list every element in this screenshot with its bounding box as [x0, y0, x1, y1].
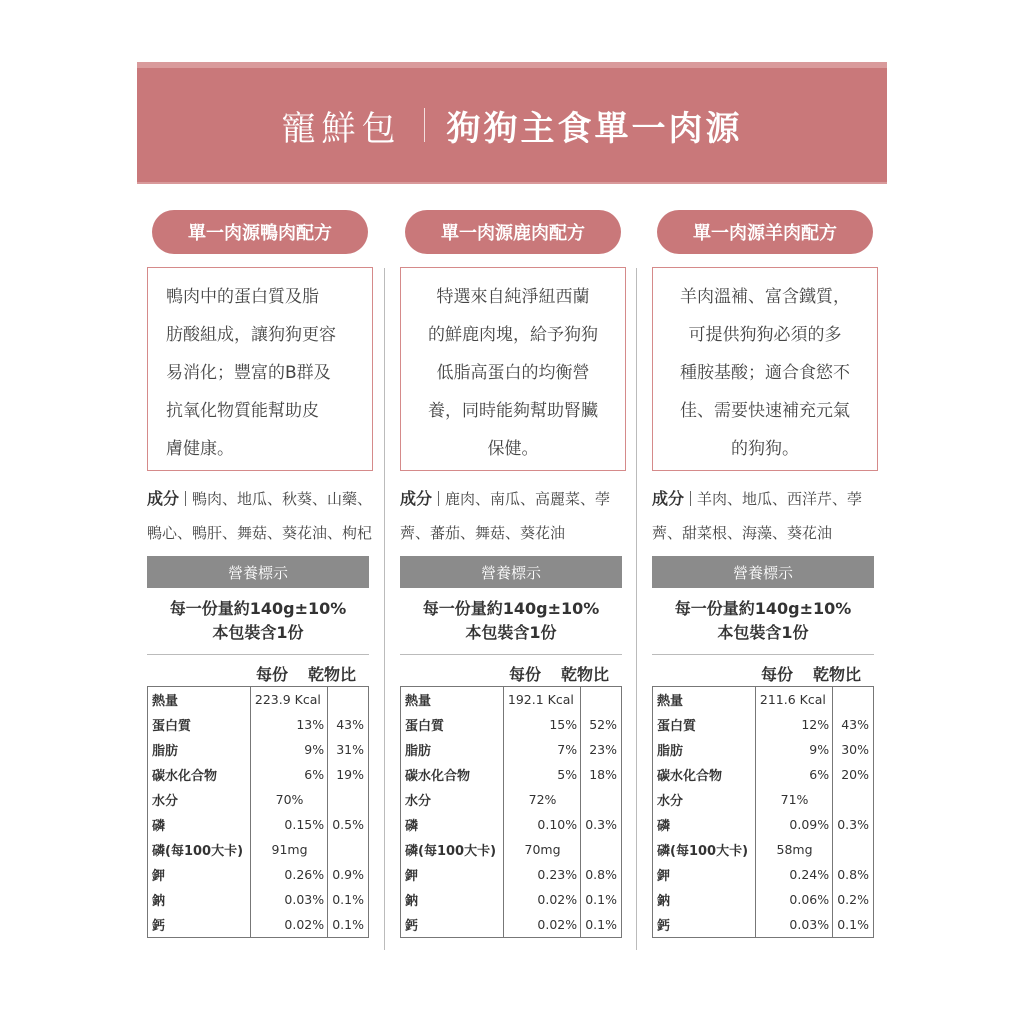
table-row	[653, 712, 874, 737]
nutrient-name: 脂肪	[152, 744, 179, 759]
table-row	[401, 787, 622, 812]
description-line: 羊肉溫補、富含鐵質，	[680, 287, 850, 307]
header-banner	[137, 62, 887, 184]
nutrition-column-headers	[247, 662, 369, 685]
nutrition-label-header: 營養標示	[400, 556, 622, 588]
ingredients-line: 薺、甜菜根、海藻、葵花油	[652, 524, 833, 542]
per-serving-value: 15%	[503, 712, 580, 737]
description-line: 低脂高蛋白的均衡營	[436, 363, 590, 383]
per-serving-value: 0.02%	[503, 912, 580, 938]
description-line: 肪酸組成，讓狗狗更容	[166, 325, 336, 345]
recipe-column-deer	[400, 210, 626, 934]
dry-matter-value: 18%	[581, 762, 622, 787]
dry-matter-value: 30%	[833, 737, 874, 762]
divider	[400, 654, 622, 655]
dry-matter-value	[581, 687, 622, 713]
package-count: 本包裝含1份	[465, 623, 557, 642]
nutrient-name: 熱量	[657, 694, 684, 709]
table-row	[401, 712, 622, 737]
table-row	[653, 912, 874, 938]
dry-matter-value: 0.8%	[581, 862, 622, 887]
ingredients-divider	[690, 491, 691, 506]
table-row	[653, 887, 874, 912]
table-row	[401, 812, 622, 837]
nutrient-name: 碳水化合物	[152, 769, 218, 784]
nutrition-label-header: 營養標示	[147, 556, 369, 588]
nutrition-column-headers	[752, 662, 874, 685]
dry-matter-value	[581, 787, 622, 812]
table-row	[148, 762, 369, 787]
ingredients-label: 成分	[147, 489, 180, 508]
dry-matter-value: 0.9%	[328, 862, 369, 887]
per-serving-value: 0.26%	[250, 862, 327, 887]
nutrient-name: 脂肪	[405, 744, 432, 759]
description-line: 膚健康。	[166, 439, 234, 459]
dry-matter-value	[833, 837, 874, 862]
per-serving-value: 70%	[250, 787, 327, 812]
per-serving-value: 71%	[755, 787, 832, 812]
per-serving-header: 每份	[508, 665, 541, 684]
description-line: 抗氧化物質能幫助皮	[166, 401, 319, 421]
nutrient-name: 水分	[152, 794, 179, 809]
dry-matter-value: 23%	[581, 737, 622, 762]
nutrient-name: 磷(每100大卡)	[405, 844, 497, 859]
nutrient-name: 熱量	[152, 694, 179, 709]
table-row	[653, 687, 874, 713]
dry-matter-value: 43%	[833, 712, 874, 737]
serving-size: 每一份量約140g±10%	[422, 599, 600, 618]
per-serving-value: 5%	[503, 762, 580, 787]
ingredients-divider	[185, 491, 186, 506]
nutrient-name: 熱量	[405, 694, 432, 709]
serving-info	[147, 597, 369, 645]
dry-matter-value: 31%	[328, 737, 369, 762]
ingredients-label: 成分	[400, 489, 433, 508]
recipe-title-badge: 單一肉源鹿肉配方	[405, 210, 621, 254]
table-row	[653, 762, 874, 787]
dry-matter-value: 0.1%	[328, 887, 369, 912]
recipe-column-lamb	[652, 210, 878, 934]
nutrient-name: 磷	[405, 819, 419, 834]
table-row	[653, 862, 874, 887]
recipe-description	[400, 267, 626, 471]
nutrient-name: 鈣	[657, 919, 671, 934]
nutrition-label-header: 營養標示	[652, 556, 874, 588]
dry-matter-value	[833, 787, 874, 812]
nutrient-name: 脂肪	[657, 744, 684, 759]
dry-matter-value: 52%	[581, 712, 622, 737]
ingredients-divider	[438, 491, 439, 506]
description-line: 易消化；豐富的B群及	[166, 363, 331, 383]
serving-info	[400, 597, 622, 645]
ingredients-line: 羊肉、地瓜、西洋芹、荸	[697, 490, 863, 508]
description-line: 保健。	[487, 439, 539, 459]
table-row	[653, 787, 874, 812]
recipe-title-badge: 單一肉源羊肉配方	[657, 210, 873, 254]
dry-matter-value	[581, 837, 622, 862]
per-serving-value: 91mg	[250, 837, 327, 862]
dry-matter-header: 乾物比	[812, 665, 861, 684]
ingredients-line: 鹿肉、南瓜、高麗菜、荸	[445, 490, 611, 508]
per-serving-value: 7%	[503, 737, 580, 762]
nutrient-name: 水分	[657, 794, 684, 809]
per-serving-value: 192.1 Kcal	[503, 687, 580, 713]
per-serving-value: 0.03%	[250, 887, 327, 912]
per-serving-header: 每份	[760, 665, 793, 684]
per-serving-value: 211.6 Kcal	[755, 687, 832, 713]
table-row	[148, 712, 369, 737]
ingredients-label: 成分	[652, 489, 685, 508]
table-row	[653, 737, 874, 762]
package-count: 本包裝含1份	[717, 623, 809, 642]
table-row	[148, 687, 369, 713]
per-serving-value: 9%	[755, 737, 832, 762]
per-serving-header: 每份	[255, 665, 288, 684]
nutrient-name: 鈉	[405, 894, 419, 909]
nutrient-name: 蛋白質	[405, 719, 445, 734]
nutrition-column-headers	[500, 662, 622, 685]
recipe-title-badge: 單一肉源鴨肉配方	[152, 210, 368, 254]
serving-info	[652, 597, 874, 645]
nutrient-name: 鈣	[152, 919, 166, 934]
nutrient-name: 碳水化合物	[405, 769, 471, 784]
description-line: 鴨肉中的蛋白質及脂	[166, 287, 319, 307]
per-serving-value: 0.24%	[755, 862, 832, 887]
divider	[652, 654, 874, 655]
dry-matter-value: 0.1%	[581, 912, 622, 938]
description-line: 的鮮鹿肉塊，給予狗狗	[428, 325, 598, 345]
per-serving-value: 70mg	[503, 837, 580, 862]
ingredients-line: 鴨心、鴨肝、舞菇、葵花油、枸杞	[147, 524, 373, 542]
table-row	[148, 787, 369, 812]
nutrient-name: 磷(每100大卡)	[152, 844, 244, 859]
table-row	[148, 862, 369, 887]
dry-matter-value: 0.1%	[581, 887, 622, 912]
dry-matter-value: 0.3%	[833, 812, 874, 837]
ingredients-line: 鴨肉、地瓜、秋葵、山藥、	[192, 490, 373, 508]
recipe-description	[652, 267, 878, 471]
per-serving-value: 0.10%	[503, 812, 580, 837]
nutrient-name: 鈣	[405, 919, 419, 934]
per-serving-value: 223.9 Kcal	[250, 687, 327, 713]
table-row	[148, 812, 369, 837]
description-line: 可提供狗狗必須的多	[688, 325, 842, 345]
nutrient-name: 碳水化合物	[657, 769, 723, 784]
banner-slogan: 狗狗主食單一肉源	[446, 108, 743, 149]
column-divider	[636, 268, 637, 950]
table-row	[401, 837, 622, 862]
dry-matter-value	[833, 687, 874, 713]
per-serving-value: 0.15%	[250, 812, 327, 837]
dry-matter-value	[328, 837, 369, 862]
nutrient-name: 水分	[405, 794, 432, 809]
description-line: 特選來自純淨紐西蘭	[436, 287, 590, 307]
nutrient-name: 鉀	[405, 869, 419, 884]
dry-matter-value	[328, 687, 369, 713]
serving-size: 每一份量約140g±10%	[169, 599, 347, 618]
recipe-description	[147, 267, 373, 471]
nutrient-name: 鈉	[152, 894, 166, 909]
per-serving-value: 6%	[755, 762, 832, 787]
banner-divider	[424, 108, 425, 142]
table-row	[148, 737, 369, 762]
per-serving-value: 0.09%	[755, 812, 832, 837]
nutrition-table	[400, 686, 622, 938]
nutrient-name: 磷	[152, 819, 166, 834]
dry-matter-header: 乾物比	[307, 665, 356, 684]
divider	[147, 654, 369, 655]
per-serving-value: 0.06%	[755, 887, 832, 912]
recipe-column-duck	[147, 210, 373, 934]
table-row	[148, 912, 369, 938]
description-line: 的狗狗。	[731, 439, 799, 459]
dry-matter-value: 0.1%	[833, 912, 874, 938]
per-serving-value: 6%	[250, 762, 327, 787]
per-serving-value: 58mg	[755, 837, 832, 862]
column-divider	[384, 268, 385, 950]
table-row	[401, 862, 622, 887]
per-serving-value: 0.23%	[503, 862, 580, 887]
dry-matter-value	[328, 787, 369, 812]
table-row	[148, 837, 369, 862]
per-serving-value: 13%	[250, 712, 327, 737]
nutrient-name: 磷	[657, 819, 671, 834]
nutrient-name: 鉀	[657, 869, 671, 884]
dry-matter-value: 0.2%	[833, 887, 874, 912]
description-line: 佳、需要快速補充元氣	[680, 401, 850, 421]
table-row	[653, 812, 874, 837]
dry-matter-value: 20%	[833, 762, 874, 787]
description-line: 種胺基酸；適合食慾不	[680, 363, 850, 383]
ingredients-line: 薺、蕃茄、舞菇、葵花油	[400, 524, 566, 542]
per-serving-value: 0.02%	[250, 912, 327, 938]
per-serving-value: 12%	[755, 712, 832, 737]
ingredients	[147, 482, 379, 550]
nutrient-name: 蛋白質	[657, 719, 697, 734]
table-row	[401, 912, 622, 938]
table-row	[401, 762, 622, 787]
nutrient-name: 鉀	[152, 869, 166, 884]
table-row	[401, 737, 622, 762]
dry-matter-value: 0.1%	[328, 912, 369, 938]
per-serving-value: 0.03%	[755, 912, 832, 938]
ingredients	[400, 482, 632, 550]
dry-matter-value: 43%	[328, 712, 369, 737]
serving-size: 每一份量約140g±10%	[674, 599, 852, 618]
dry-matter-value: 0.3%	[581, 812, 622, 837]
table-row	[148, 887, 369, 912]
table-row	[401, 687, 622, 713]
nutrient-name: 蛋白質	[152, 719, 192, 734]
dry-matter-value: 0.8%	[833, 862, 874, 887]
per-serving-value: 9%	[250, 737, 327, 762]
package-count: 本包裝含1份	[212, 623, 304, 642]
nutrient-name: 磷(每100大卡)	[657, 844, 749, 859]
dry-matter-value: 0.5%	[328, 812, 369, 837]
nutrition-table	[147, 686, 369, 938]
table-row	[401, 887, 622, 912]
dry-matter-value: 19%	[328, 762, 369, 787]
nutrition-table	[652, 686, 874, 938]
per-serving-value: 72%	[503, 787, 580, 812]
brand-name: 寵鮮包	[281, 108, 402, 149]
nutrient-name: 鈉	[657, 894, 671, 909]
table-row	[653, 837, 874, 862]
ingredients	[652, 482, 884, 550]
dry-matter-header: 乾物比	[560, 665, 609, 684]
per-serving-value: 0.02%	[503, 887, 580, 912]
description-line: 養，同時能夠幫助腎臟	[428, 401, 598, 421]
